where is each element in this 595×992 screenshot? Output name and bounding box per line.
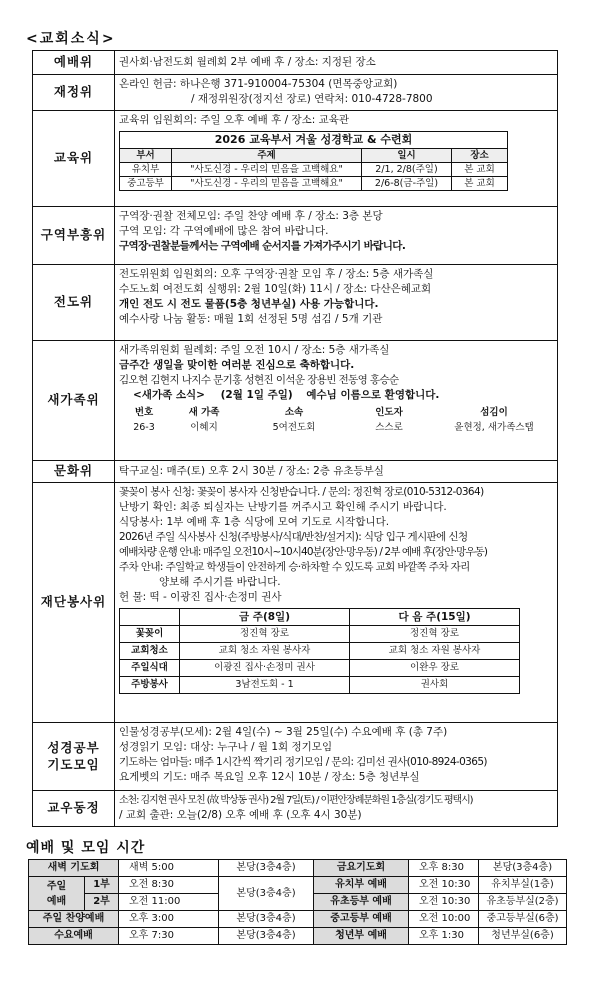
fellowship-row [33, 791, 558, 827]
foundation-label: 재단봉사위 [33, 483, 115, 723]
schedule-time: 오전 10:00 [409, 911, 479, 928]
worship-label: 예배위 [33, 51, 115, 75]
bible-reading: 성경읽기 모임: 대상: 누구나 / 월 1회 정기모임 [119, 741, 333, 753]
offering-info: 헌 물: 떡 - 이광진 집사·손정미 권사 [119, 591, 282, 603]
schedule-time: 오전 10:30 [409, 894, 479, 911]
schedule-label: 주일 찬양예배 [29, 911, 119, 928]
heater-check: 난방기 확인: 최종 퇴실자는 난방기를 꺼주시고 확인해 주시기 바랍니다. [119, 501, 447, 513]
newfamily-list [119, 405, 553, 435]
table-cell: 이광진 집사·손정미 권사 [180, 660, 350, 677]
col-header: 섬김이 [480, 407, 508, 418]
education-meeting: 교육위 임원회의: 주일 오후 예배 후 / 장소: 교육관 [119, 114, 350, 126]
table-cell: 이완우 장로 [350, 660, 520, 677]
district-row [33, 207, 558, 265]
schedule-time: 오전 8:30 [119, 877, 219, 894]
table-cell: 3남전도회 - 1 [180, 677, 350, 694]
schedule-label: 유치부 예배 [314, 877, 409, 894]
bible-row [33, 723, 558, 791]
obituary: 소천: 김지현 권사 모친 (故 박상동 권사) 2월 7일(토) / 이편안장례문화원 1층실(경기도 평택시) [119, 795, 473, 806]
funeral-departure: / 교회 출관: 오늘(2/8) 오후 예배 후 (오후 4시 30분) [119, 809, 362, 821]
table-cell: "사도신경 - 우리의 믿음을 고백해요" [172, 177, 362, 191]
schedule-label: 수요예배 [29, 928, 119, 945]
parking-info-cont: 양보해 주시기를 바랍니다. [159, 576, 281, 588]
finance-contact: / 재정위원장(정지선 장로) 연락처: 010-4728-7800 [191, 93, 433, 105]
table-row [29, 877, 567, 894]
finance-row [33, 75, 558, 111]
district-meeting: 구역장·권찰 전체모임: 주일 찬양 예배 후 / 장소: 3층 본당 [119, 210, 383, 222]
section-title: <교회소식> [26, 31, 116, 47]
col-header: 번호 [134, 407, 154, 418]
finance-label: 재정위 [33, 75, 115, 111]
schedule-label: 유초등부 예배 [314, 894, 409, 911]
table-cell: 본 교회 [452, 177, 508, 191]
sunday-label-line2: 예배 [46, 895, 67, 907]
bible-label-line1: 성경공부 [47, 740, 100, 756]
service-table [119, 608, 520, 694]
flower-service: 꽃꽂이 봉사 신청: 꽃꽂이 봉사자 신청받습니다. / 문의: 정진혁 장로(010-5312-0364) [119, 486, 484, 498]
row-label: 주방봉사 [120, 677, 180, 694]
newfamily-news-title: <새가족 소식> [133, 389, 205, 401]
mission-label: 전도위 [33, 265, 115, 341]
schedule-place: 본당(3층4층) [219, 911, 314, 928]
newfamily-welcome: 예수님 이름으로 환영합니다. [306, 389, 440, 401]
list-cell: 이혜지 [190, 422, 218, 433]
newfamily-label: 새가족위 [33, 341, 115, 461]
schedule-title: 예배 및 모임 시간 [26, 840, 146, 856]
bible-study: 인물성경공부(모세): 2월 4일(수) ~ 3월 25일(수) 수요예배 후 (총 7주) [119, 726, 448, 738]
schedule-place: 유치부실(1층) [479, 877, 567, 894]
this-week-header: 금 주(8일) [180, 609, 350, 626]
table-cell: 권사회 [350, 677, 520, 694]
table-cell: 정진혁 장로 [350, 626, 520, 643]
table-cell: 본 교회 [452, 163, 508, 177]
pingpong-class: 탁구교실: 매주(토) 오후 2시 30분 / 장소: 2층 유초등부실 [119, 464, 384, 477]
col-header: 일시 [362, 149, 452, 163]
bible-label-line2: 기도모임 [47, 756, 100, 772]
worship-line: 권사회·남전도회 월례회 2부 예배 후 / 장소: 지정된 장소 [119, 55, 376, 68]
schedule-label: 중고등부 예배 [314, 911, 409, 928]
fellowship-label: 교우동정 [33, 791, 115, 827]
schedule-place: 본당(3층4층) [219, 928, 314, 945]
education-label: 교육위 [33, 111, 115, 207]
service-table-corner [120, 609, 180, 626]
mission-supplies: 개인 전도 시 전도 물품(5층 청년부실) 사용 가능합니다. [119, 298, 379, 310]
mission-meeting: 전도위원회 임원회의: 오후 구역장·권찰 모임 후 / 장소: 5층 새가족실 [119, 268, 434, 280]
newfamily-meeting: 새가족위원회 월례회: 주일 오전 10시 / 장소: 5층 새가족실 [119, 344, 390, 356]
schedule-label: 금요기도회 [314, 860, 409, 877]
table-row [29, 860, 567, 877]
winter-school-table [119, 131, 508, 191]
district-label: 구역부흥위 [33, 207, 115, 265]
table-cell: 2/1, 2/8(주일) [362, 163, 452, 177]
newfamily-row [33, 341, 558, 461]
worship-row [33, 51, 558, 75]
list-cell: 5여전도회 [272, 422, 316, 433]
parking-info: 주차 안내: 주일학교 학생들이 안전하게 승·하차할 수 있도록 교회 바깥쪽 주차 자리 [119, 561, 470, 573]
district-gathering: 구역 모임: 각 구역예배에 많은 참여 바랍니다. [119, 225, 329, 237]
table-cell: 정진혁 장로 [180, 626, 350, 643]
church-news-table [32, 50, 558, 827]
schedule-place: 본당(3층4층) [479, 860, 567, 877]
list-cell: 스스로 [375, 422, 403, 433]
row-label: 교회청소 [120, 643, 180, 660]
table-row [120, 626, 520, 643]
culture-label: 문화위 [33, 461, 115, 483]
table-row [120, 677, 520, 694]
col-header: 부서 [120, 149, 172, 163]
table-cell: 유치부 [120, 163, 172, 177]
vehicle-info: 예배차량 운행 안내: 매주일 오전10시~10시40분(장안·망우동) / 2부 예배 후(장안·망우동) [119, 546, 488, 558]
schedule-place: 본당(3층4층) [219, 860, 314, 877]
mission-row [33, 265, 558, 341]
col-header: 소속 [284, 407, 304, 418]
table-cell: 교회 청소 자원 봉사자 [350, 643, 520, 660]
sunday-worship-label [29, 877, 85, 911]
table-row [29, 928, 567, 945]
mission-sharing: 예수사랑 나눔 활동: 매월 1회 선정된 5명 섬김 / 5개 기관 [119, 313, 383, 325]
culture-row [33, 461, 558, 483]
newfamily-news-date: (2월 1일 주일) [220, 389, 293, 401]
list-cell: 26-3 [133, 422, 155, 433]
winter-school-title: 2026 교육부서 겨울 성경학교 & 수련회 [120, 132, 508, 149]
schedule-place: 유초등부실(2층) [479, 894, 567, 911]
table-row [120, 163, 508, 177]
praying-mothers: 기도하는 엄마들: 매주 1시간씩 짝기리 정기모임 / 문의: 김미선 권사(010-8924-0365) [119, 756, 487, 768]
jochebed-prayer: 요게벳의 기도: 매주 목요일 오후 12시 10분 / 장소: 5층 청년부실 [119, 771, 420, 783]
schedule-place: 중고등부실(6층) [479, 911, 567, 928]
row-label: 주일식대 [120, 660, 180, 677]
table-row [120, 643, 520, 660]
birthday-names: 김오현 김현지 나지수 문기홍 성현진 이석운 장용빈 전동영 홍승순 [119, 374, 399, 386]
schedule-time: 오후 3:00 [119, 911, 219, 928]
schedule-sublabel: 1부 [85, 877, 119, 894]
table-cell: "사도신경 - 우리의 믿음을 고백해요" [172, 163, 362, 177]
birthday-greeting: 금주간 생일을 맞이한 여러분 진심으로 축하합니다. [119, 359, 355, 371]
meal-signup: 2026년 주일 식사봉사 신청(주방봉사/식대/반찬/설거지): 식당 입구 게시판에 신청 [119, 531, 468, 543]
schedule-time: 오전 10:30 [409, 877, 479, 894]
schedule-time: 오후 8:30 [409, 860, 479, 877]
foundation-row [33, 483, 558, 723]
next-week-header: 다 음 주(15일) [350, 609, 520, 626]
table-cell: 중고등부 [120, 177, 172, 191]
education-row [33, 111, 558, 207]
table-row [29, 911, 567, 928]
schedule-place: 본당(3층4층) [219, 877, 314, 911]
schedule-label: 새벽 기도회 [29, 860, 119, 877]
finance-account: 온라인 헌금: 하나은행 371-910004-75304 (면목중앙교회) [119, 78, 398, 90]
schedule-table [28, 859, 567, 945]
sunday-label-line1: 주일 [46, 880, 67, 892]
col-header: 주제 [172, 149, 362, 163]
kitchen-service: 식당봉사: 1부 예배 후 1층 식당에 모여 기도로 시작합니다. [119, 516, 390, 528]
list-cell: 윤현정, 새가족스탭 [454, 422, 534, 433]
table-row [120, 660, 520, 677]
mission-presbytery: 수도노회 여전도회 실행위: 2월 10일(화) 11시 / 장소: 다산은혜교회 [119, 283, 432, 295]
table-cell: 2/6-8(금-주일) [362, 177, 452, 191]
schedule-time: 오후 7:30 [119, 928, 219, 945]
district-notice: 구역장·권찰분들께서는 구역예배 순서지를 가져가주시기 바랍니다. [119, 240, 406, 252]
table-cell: 교회 청소 자원 봉사자 [180, 643, 350, 660]
bible-label [33, 723, 115, 791]
col-header: 인도자 [375, 407, 403, 418]
schedule-time: 오전 11:00 [119, 894, 219, 911]
col-header: 새 가족 [188, 407, 220, 418]
row-label: 꽃꽂이 [120, 626, 180, 643]
col-header: 장소 [452, 149, 508, 163]
table-row [120, 177, 508, 191]
schedule-time: 오후 1:30 [409, 928, 479, 945]
schedule-time: 새벽 5:00 [119, 860, 219, 877]
schedule-place: 청년부실(6층) [479, 928, 567, 945]
schedule-sublabel: 2부 [85, 894, 119, 911]
schedule-label: 청년부 예배 [314, 928, 409, 945]
